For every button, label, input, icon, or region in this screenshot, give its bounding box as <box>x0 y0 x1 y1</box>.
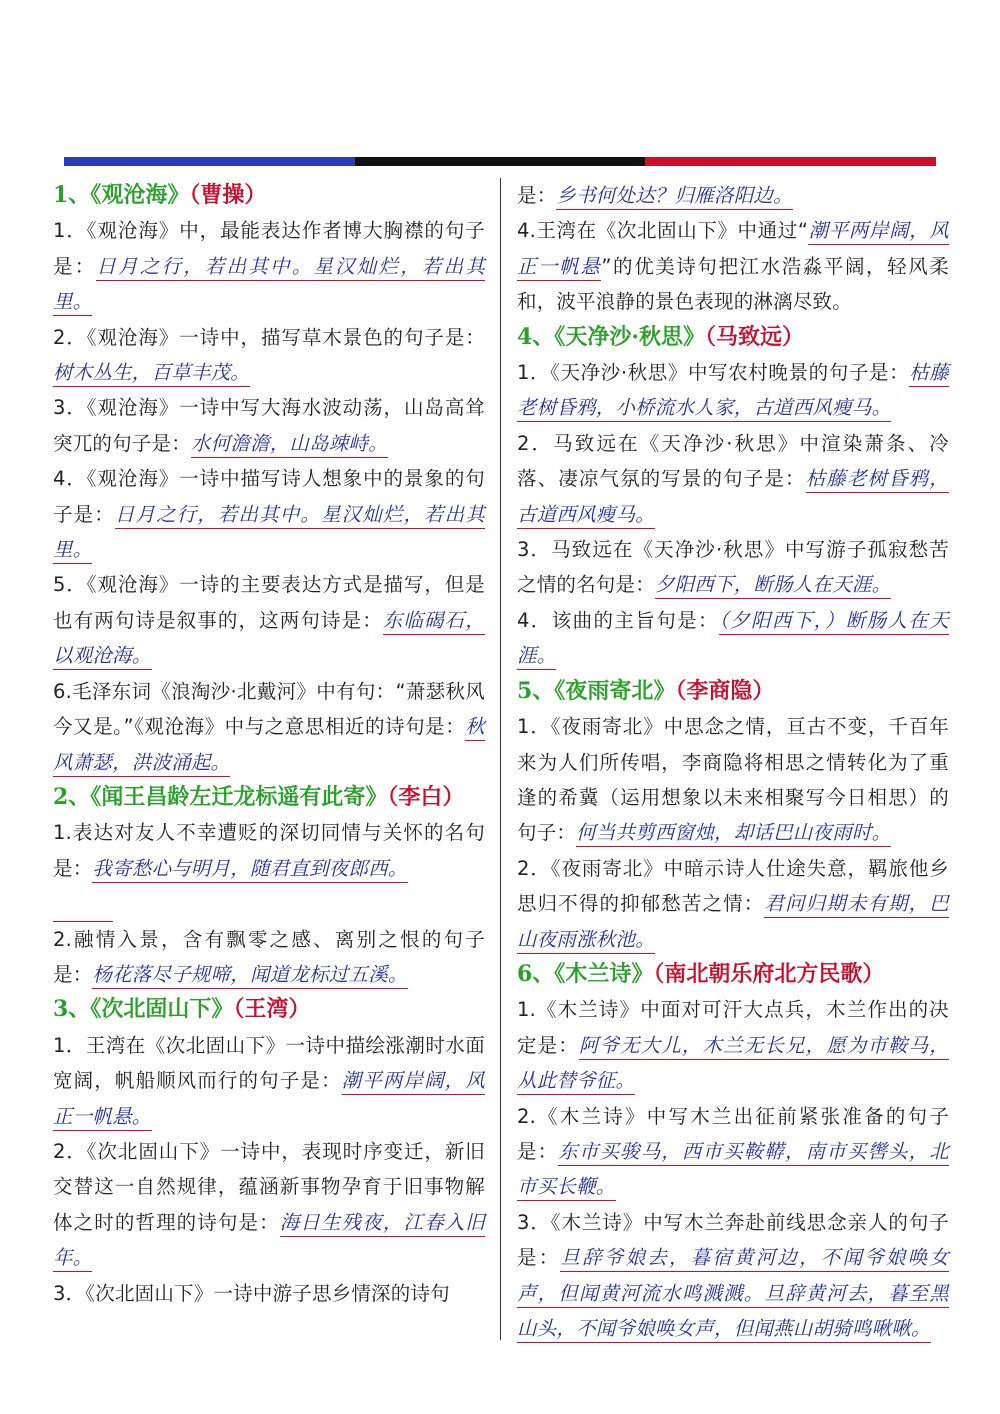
answer-text: 东市买骏马，西市买鞍鞯，南市买辔头，北市买长鞭。 <box>517 1140 949 1201</box>
question-text: 4．该曲的主旨句是： <box>517 608 719 632</box>
question-text: 3．《观沧海》一诗中写大海水波动荡，山岛高耸突兀的句子是： <box>53 396 485 455</box>
answer-text: 树木丛生，百草丰茂。 <box>53 361 250 387</box>
question-text: 1．《天净沙·秋思》中写农村晚景的句子是： <box>517 361 910 385</box>
divider-black-segment <box>355 157 646 166</box>
column-divider <box>500 178 501 1340</box>
question-item <box>53 461 485 567</box>
question-item <box>517 851 949 957</box>
section-number: 6、 <box>517 960 555 987</box>
answer-text: 海日生残夜，江春入旧年。 <box>53 1211 485 1272</box>
answer-text: 君问归期未有期，巴山夜雨涨秋池。 <box>517 892 949 953</box>
poem-title: 《夜雨寄北》 <box>554 677 676 704</box>
question-item <box>53 815 485 886</box>
question-text: 1．《夜雨寄北》中思念之情，亘古不变，千百年来为人们所传唱，李商隐将相思之情转化为了重逢的希冀（运用想象以未来相聚写今日相思）的句子： <box>517 715 949 845</box>
question-item <box>53 390 485 461</box>
answer-text: 潮平两岸阔，风正一帆悬 <box>517 219 949 280</box>
answer-text: 枯藤老树昏鸦，小桥流水人家，古道西风瘦马。 <box>517 361 949 422</box>
poem-author: （曹操） <box>189 182 267 208</box>
question-text: 2.融情入景，含有飘零之感、离别之恨的句子是： <box>53 927 485 986</box>
question-item <box>53 1028 485 1134</box>
section-number: 4、 <box>517 323 555 350</box>
divider-red-segment <box>645 157 936 166</box>
question-text: 3．马致远在《天净沙·秋思》中写游子孤寂愁苦之情的名句是： <box>517 538 949 597</box>
answer-text: 杨花落尽子规啼，闻道龙标过五溪。 <box>92 963 407 989</box>
question-text: 2．马致远在《天净沙·秋思》中渲染萧条、冷落、凄凉气氛的写景的句子是： <box>517 431 949 491</box>
section-heading-3 <box>53 992 485 1027</box>
question-item <box>517 178 949 213</box>
question-item <box>53 567 485 673</box>
question-item <box>517 603 949 674</box>
question-text: 2．《次北固山下》一诗中，表现时序变迁，新旧交替这一自然规律，蕴涵新事物孕育于旧事物解体之时的哲理的诗句是： <box>53 1139 485 1234</box>
section-heading-4 <box>517 320 949 355</box>
answer-text: （夕阳西下，）断肠人在天涯。 <box>517 609 949 670</box>
question-item <box>517 213 949 319</box>
section-number: 5、 <box>517 677 555 704</box>
question-item <box>517 355 949 426</box>
question-text: 5．《观沧海》一诗的主要表达方式是描写，但是也有两句诗是叙事的，这两句诗是： <box>53 573 485 632</box>
section-heading-6 <box>517 957 949 992</box>
answer-blank-line <box>53 886 113 921</box>
section-heading-1 <box>53 178 485 213</box>
answer-text: 日月之行，若出其中。星汉灿烂，若出其里。 <box>53 503 485 564</box>
poem-title: 《木兰诗》 <box>554 960 654 987</box>
section-heading-2 <box>53 780 485 815</box>
question-item <box>517 532 949 603</box>
question-item <box>517 709 949 851</box>
poem-author: （李商隐） <box>675 677 775 704</box>
question-text: 2.《木兰诗》中写木兰出征前紧张准备的句子是： <box>517 1104 949 1163</box>
answer-text: 日月之行，若出其中。星汉灿烂，若出其里。 <box>53 255 485 316</box>
answer-text: 枯藤老树昏鸦，古道西风瘦马。 <box>517 467 949 528</box>
right-column <box>517 178 949 1346</box>
poem-author: （马致远） <box>704 323 804 350</box>
question-item <box>517 1099 949 1205</box>
question-text: 1．王湾在《次北固山下》一诗中描绘涨潮时水面宽阔，帆船顺风而行的句子是： <box>53 1033 485 1093</box>
question-text: ”的优美诗句把江水浩淼平阔，轻风柔和，波平浪静的景色表现的淋漓尽致。 <box>517 254 949 314</box>
answer-text: 阿爷无大儿，木兰无长兄，愿为市鞍马，从此替爷征。 <box>517 1034 949 1095</box>
question-item <box>517 1205 949 1347</box>
answer-text: 我寄愁心与明月，随君直到夜郎西。 <box>92 857 407 883</box>
question-text: 是： <box>517 184 557 207</box>
poem-author: （李白） <box>387 783 465 810</box>
section-number: 1、 <box>53 182 91 208</box>
question-item <box>53 1134 485 1276</box>
answer-text: 东临碣石，以观沧海。 <box>53 609 485 670</box>
divider-blue-segment <box>64 157 355 166</box>
answer-text: 潮平两岸阔，风正一帆悬。 <box>53 1069 485 1130</box>
question-item <box>53 674 485 780</box>
question-text: 3．《次北固山下》一诗中游子思乡情深的诗句 <box>53 1281 450 1305</box>
poem-title: 《闻王昌龄左迁龙标遥有此寄》 <box>90 783 388 810</box>
question-item <box>53 213 485 319</box>
poem-title: 《天净沙·秋思》 <box>554 323 705 350</box>
answer-text: 秋风萧瑟，洪波涌起。 <box>53 715 485 776</box>
section-number: 2、 <box>53 783 91 810</box>
question-item <box>53 320 485 391</box>
question-item <box>517 426 949 532</box>
question-item <box>517 992 949 1098</box>
answer-text: 旦辞爷娘去，暮宿黄河边，不闻爷娘唤女声，但闻黄河流水鸣溅溅。旦辞黄河去，暮至黑山头，不闻爷娘唤女声，但闻燕山胡骑鸣啾啾。 <box>517 1246 949 1343</box>
answer-text: 夕阳西下，断肠人在天涯。 <box>655 573 891 599</box>
question-text: 2．《观沧海》一诗中，描写草木景色的句子是： <box>53 325 485 349</box>
left-column <box>53 178 485 1311</box>
answer-text: 乡书何处达？归雁洛阳边。 <box>556 184 792 210</box>
question-text: 6.毛泽东词《浪淘沙·北戴河》中有句：“萧瑟秋风今又是。”《观沧海》中与之意思相近的诗句是： <box>53 679 485 739</box>
answer-text: 何当共剪西窗烛，却话巴山夜雨时。 <box>576 821 891 847</box>
section-number: 3、 <box>53 996 91 1023</box>
question-item <box>53 922 485 993</box>
question-text: 2．《夜雨寄北》中暗示诗人仕途失意，羁旅他乡思归不得的抑郁愁苦之情： <box>517 856 949 916</box>
question-text: 4．《观沧海》一诗中描写诗人想象中的景象的句子是： <box>53 467 485 526</box>
question-text: 3．《木兰诗》中写木兰奔赴前线思念亲人的句子是： <box>517 1210 949 1270</box>
tricolor-divider <box>64 157 936 166</box>
poem-author: （南北朝乐府北方民歌） <box>653 960 885 987</box>
question-item <box>53 1276 485 1311</box>
poem-title: 《次北固山下》 <box>90 996 234 1023</box>
answer-text: 水何澹澹，山岛竦峙。 <box>191 432 388 458</box>
question-text: 4.王湾在《次北固山下》中通过“ <box>517 219 809 243</box>
poem-author: （王湾） <box>233 996 311 1023</box>
poem-title: 《观沧海》 <box>90 182 190 208</box>
section-heading-5 <box>517 674 949 709</box>
question-text: 1．《观沧海》中，最能表达作者博大胸襟的句子是： <box>53 219 485 278</box>
question-text: 1.《木兰诗》中面对可汗大点兵，木兰作出的决定是： <box>517 998 949 1057</box>
question-text: 1.表达对友人不幸遭贬的深切同情与关怀的名句是： <box>53 821 485 880</box>
